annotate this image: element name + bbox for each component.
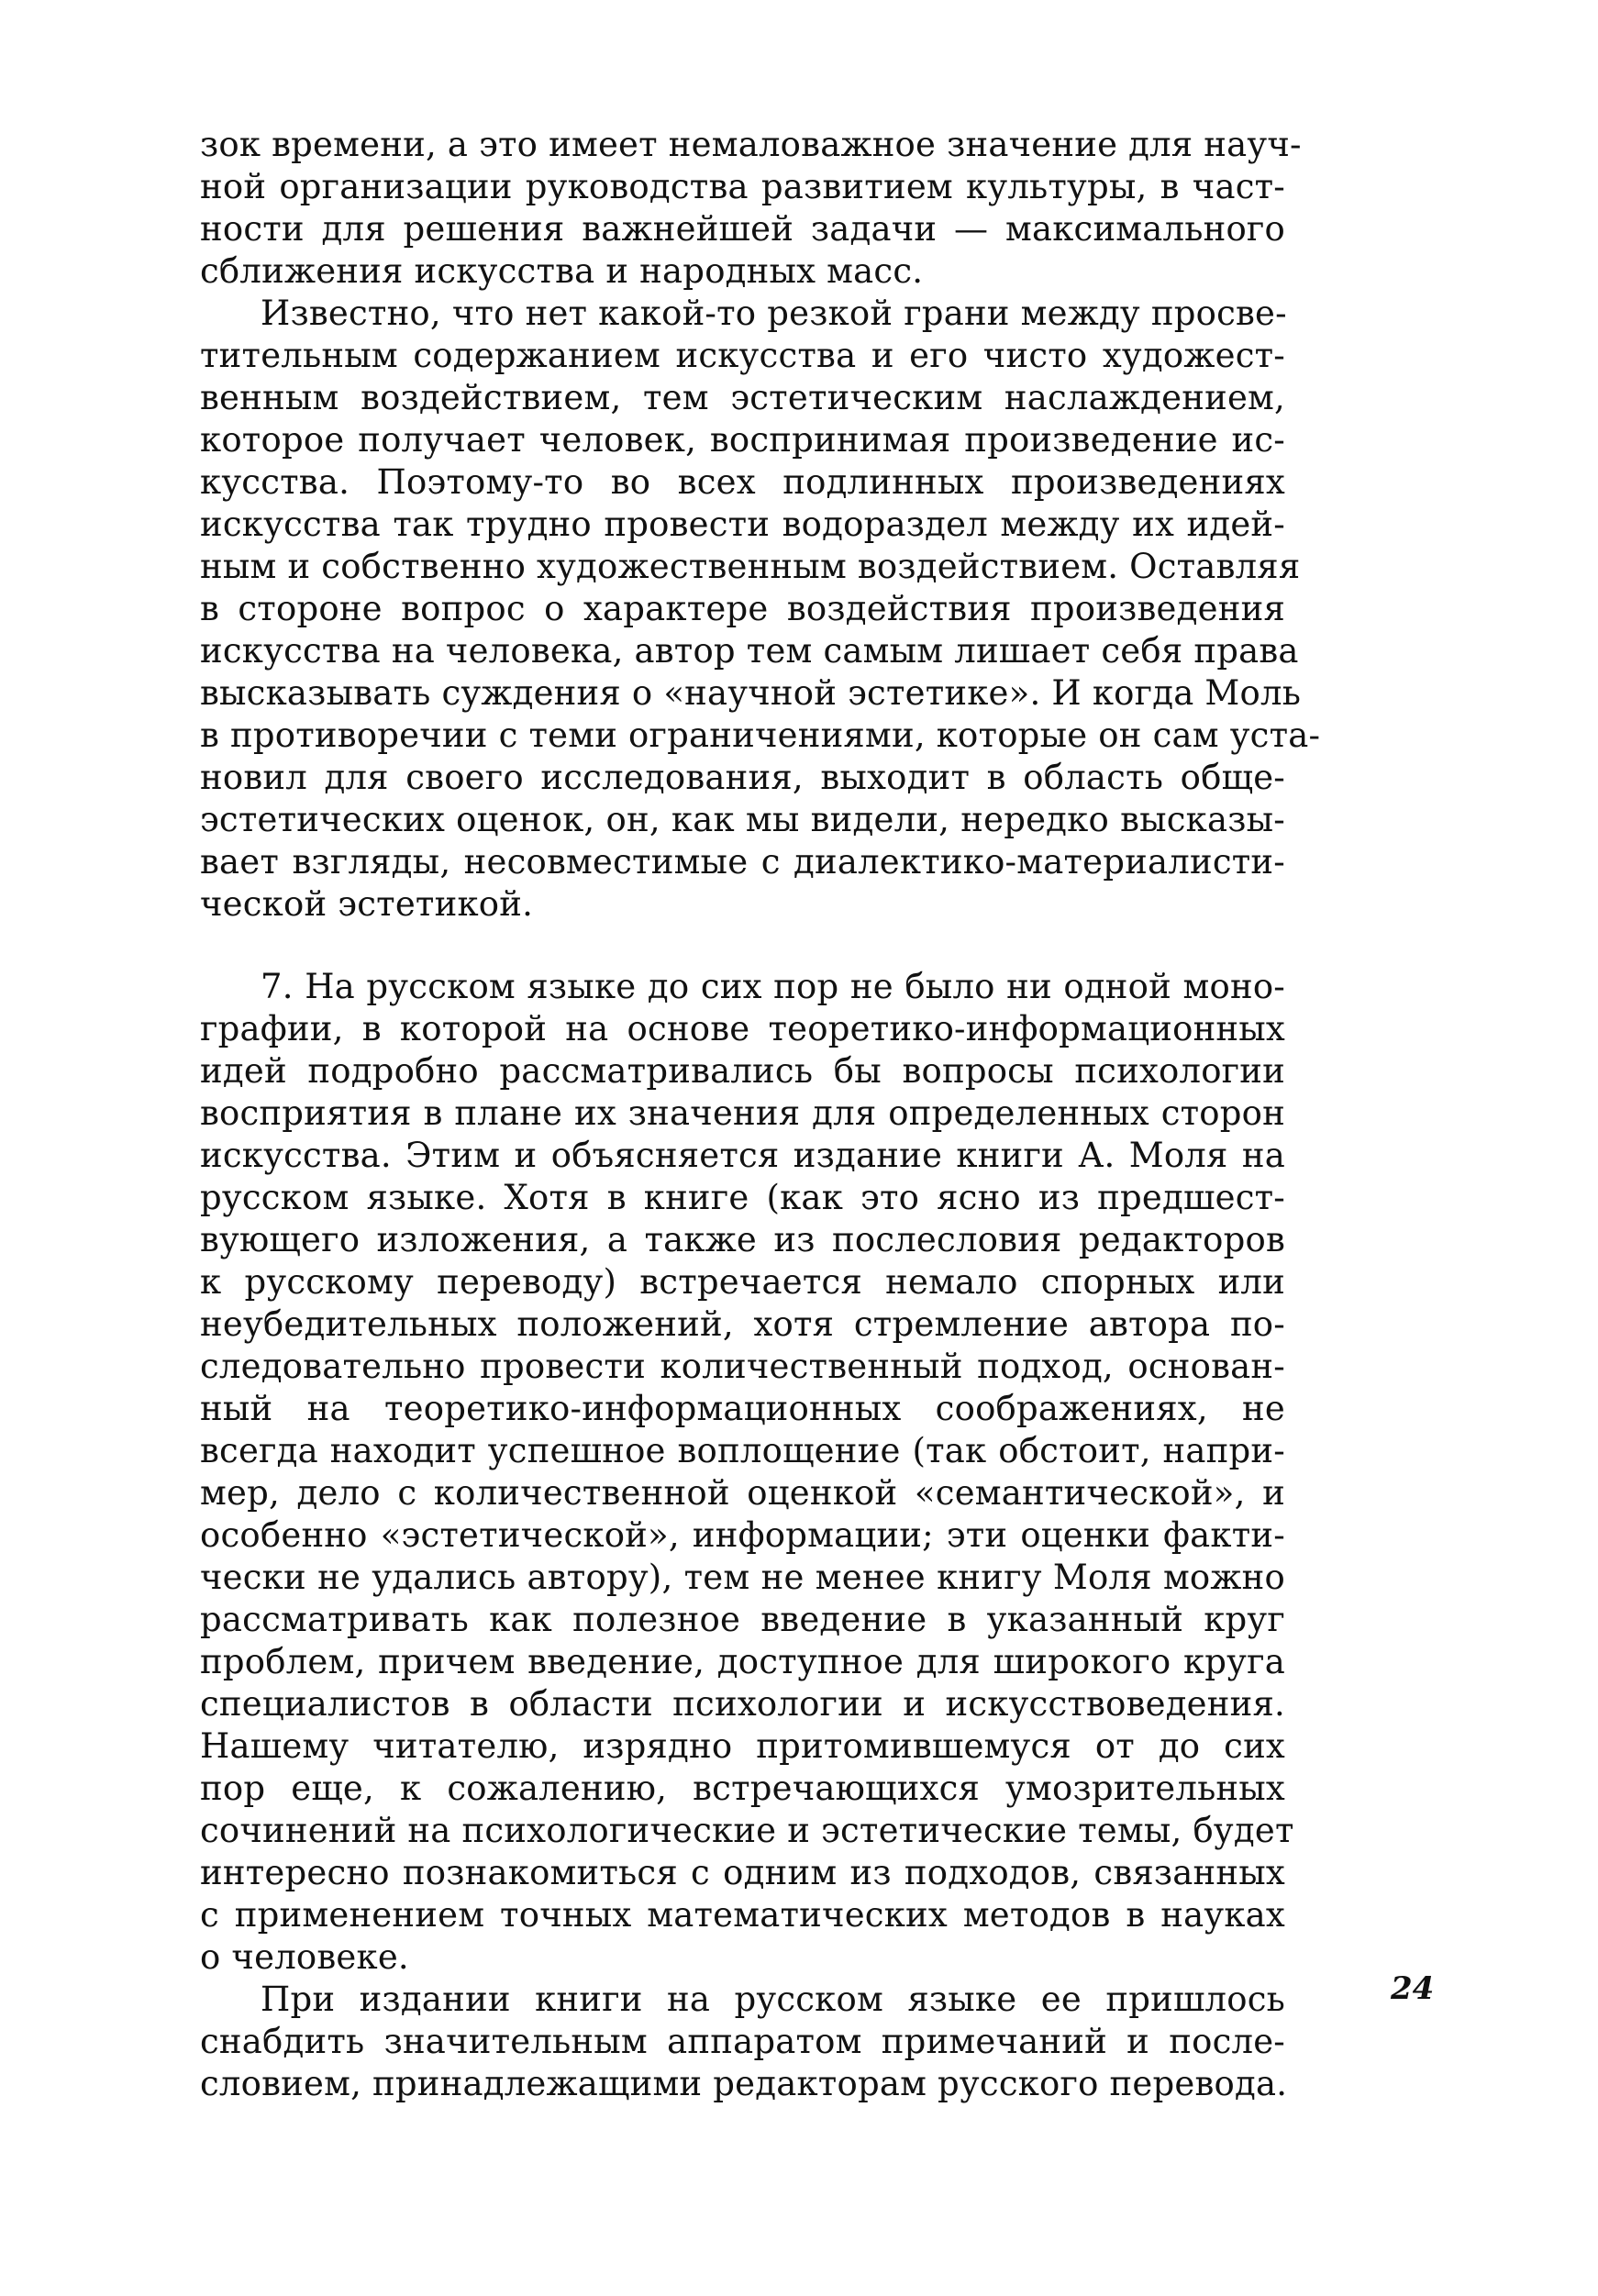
text-line: ным и собственно художественным воздействием. Оставляя xyxy=(200,547,1301,586)
text-line: интересно познакомиться с одним из подходов, связанных xyxy=(200,1853,1285,1892)
text-line: венным воздействием, тем эстетическим наслаждением, xyxy=(200,378,1285,417)
paragraph xyxy=(200,293,1321,926)
text-line: проблем, причем введение, доступное для широкого круга xyxy=(200,1642,1285,1681)
text-line: рассматривать как полезное введение в указанный круг xyxy=(200,1600,1285,1639)
text-line: тительным содержанием искусства и его чисто художест- xyxy=(200,336,1285,375)
text-line: словием, принадлежащими редакторам русского перевода. xyxy=(200,2064,1288,2103)
text-line: ный на теоретико-информационных соображениях, не xyxy=(200,1389,1285,1428)
text-line: пор еще, к сожалению, встречающихся умозрительных xyxy=(200,1769,1285,1808)
text-line: Нашему читателю, изрядно притомившемуся от до сих xyxy=(200,1726,1285,1766)
text-line: высказывать суждения о «научной эстетике». И когда Моль xyxy=(200,673,1302,713)
section-gap xyxy=(200,926,1285,966)
page-number: 24 xyxy=(1391,1970,1435,2007)
text-line: чески не удались автору), тем не менее книгу Моля можно xyxy=(200,1558,1285,1597)
text-line: неубедительных положений, хотя стремление автора по- xyxy=(200,1304,1285,1344)
text-line: сочинений на психологические и эстетические темы, будет xyxy=(200,1811,1294,1850)
text-line: искусства так трудно провести водораздел между их идей- xyxy=(200,505,1285,544)
text-line: специалистов в области психологии и искусствоведения. xyxy=(200,1684,1285,1724)
text-line: следовательно провести количественный подход, основан- xyxy=(200,1347,1285,1386)
text-line: всегда находит успешное воплощение (так обстоит, напри- xyxy=(200,1431,1285,1470)
text-line: особенно «эстетической», информации; эти оценки факти- xyxy=(200,1515,1285,1555)
text-line: идей подробно рассматривались бы вопросы психологии xyxy=(200,1051,1285,1091)
text-line: вает взгляды, несовместимые с диалектико-материалисти- xyxy=(200,842,1285,882)
text-line: которое получает человек, воспринимая произведение ис- xyxy=(200,420,1285,460)
text-line: о человеке. xyxy=(200,1937,409,1977)
text-line: с применением точных математических методов в науках xyxy=(200,1895,1285,1935)
text-line: мер, дело с количественной оценкой «семантической», и xyxy=(200,1473,1285,1513)
text-line: в стороне вопрос о характере воздействия произведения xyxy=(200,589,1285,628)
text-line: в противоречии с теми ограничениями, которые он сам уста- xyxy=(200,715,1321,755)
text-line: вующего изложения, а также из послесловия редакторов xyxy=(200,1220,1285,1259)
text-line: русском языке. Хотя в книге (как это ясно из предшест- xyxy=(200,1178,1285,1217)
text-line: ной организации руководства развитием культуры, в част- xyxy=(200,167,1285,206)
text-line: восприятия в плане их значения для определенных сторон xyxy=(200,1093,1285,1133)
text-line: При издании книги на русском языке ее пришлось xyxy=(261,1980,1285,2019)
text-line: зок времени, а это имеет немаловажное значение для науч- xyxy=(200,125,1302,164)
body-text xyxy=(200,124,1321,2105)
text-line: эстетических оценок, он, как мы видели, нередко высказы- xyxy=(200,800,1285,839)
paragraph xyxy=(200,124,1302,293)
text-line: искусства на человека, автор тем самым лишает себя права xyxy=(200,631,1299,671)
text-line: снабдить значительным аппаратом примечаний и после- xyxy=(200,2022,1285,2061)
paragraph xyxy=(200,1979,1288,2105)
text-line: искусства. Этим и объясняется издание книги А. Моля на xyxy=(200,1136,1285,1175)
text-line: Известно, что нет какой-то резкой грани между просве- xyxy=(261,294,1287,333)
text-line: кусства. Поэтому-то во всех подлинных произведениях xyxy=(200,462,1285,502)
paragraph xyxy=(200,966,1294,1979)
text-line: новил для своего исследования, выходит в область обще- xyxy=(200,758,1285,797)
text-line: к русскому переводу) встречается немало спорных или xyxy=(200,1262,1285,1302)
text-line: сближения искусства и народных масс. xyxy=(200,251,924,291)
text-line: графии, в которой на основе теоретико-информационных xyxy=(200,1009,1285,1048)
text-line: ческой эстетикой. xyxy=(200,884,534,924)
text-line: ности для решения важнейшей задачи — максимального xyxy=(200,209,1285,249)
text-line: 7. На русском языке до сих пор не было ни одной моно- xyxy=(261,967,1285,1006)
